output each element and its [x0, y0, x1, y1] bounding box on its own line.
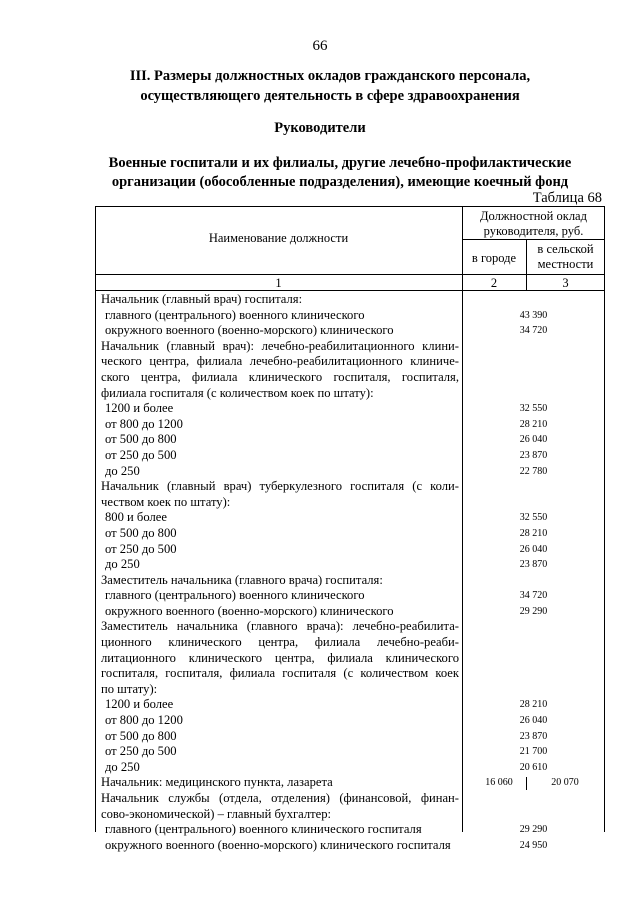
row-position-text: 1200 и более — [105, 697, 174, 712]
row-position-text: Начальник (главный врач) госпиталя: — [101, 292, 303, 306]
row-value: 28 210 — [519, 699, 548, 711]
row-position-text: сово-экономической) – главный бухгалтер: — [101, 806, 332, 821]
table-row — [95, 635, 605, 651]
row-position-text: Заместитель начальника (главного врача) госпиталя: — [101, 572, 383, 587]
row-position-text: ционного клинического центра, филиала лечебно-реаби- — [101, 635, 459, 650]
header-salary: Должностной оклад руководителя, руб. — [480, 209, 587, 238]
row-position-text: от 250 до 500 — [105, 541, 177, 556]
table-row — [95, 557, 605, 573]
row-value: 22 780 — [519, 465, 548, 477]
table-label: Таблица 68 — [532, 190, 602, 206]
row-value: 29 290 — [519, 824, 548, 836]
row-position-text: Начальник (главный врач): лечебно-реабилитационного клини- — [101, 338, 459, 353]
table-row — [95, 619, 605, 635]
row-position-text: от 500 до 800 — [105, 728, 177, 743]
table-row — [95, 807, 605, 823]
row-position-text: 1200 и более — [105, 401, 174, 416]
row-position-text: от 250 до 500 — [105, 744, 177, 759]
table-row — [95, 448, 605, 464]
table-row — [95, 588, 605, 604]
table-row — [95, 542, 605, 558]
row-position-text: до 250 — [105, 759, 140, 774]
row-position-text: главного (центрального) военного клинического — [105, 307, 365, 322]
row-value-divider — [526, 777, 527, 790]
row-value-rural: 20 070 — [551, 777, 579, 789]
header-split-line — [462, 239, 605, 240]
row-value: 32 550 — [519, 512, 548, 524]
row-position-text: от 250 до 500 — [105, 447, 177, 462]
table-row — [95, 651, 605, 667]
table-row — [95, 526, 605, 542]
row-position-text: от 500 до 800 — [105, 525, 177, 540]
row-position-text: окружного военного (военно-морского) клинического — [105, 323, 394, 338]
row-position-text: Заместитель начальника (главного врача): лечебно-реабилита- — [101, 619, 459, 634]
row-position-text: от 800 до 1200 — [105, 416, 183, 431]
table-row — [95, 432, 605, 448]
table-row — [95, 308, 605, 324]
subheading: Руководители — [274, 120, 366, 136]
row-value: 26 040 — [519, 434, 548, 446]
table-row — [95, 729, 605, 745]
table-row — [95, 292, 605, 308]
table-row — [95, 822, 605, 838]
row-position-text: ского центра, филиала клинического госпиталя, госпиталя, — [101, 369, 459, 384]
table-row — [95, 682, 605, 698]
table-row — [95, 775, 605, 791]
table-row — [95, 323, 605, 339]
row-position-text: 800 и более — [105, 510, 167, 525]
header-rural: в сельской местности — [537, 242, 594, 271]
row-value: 23 870 — [519, 730, 548, 742]
row-position-text: главного (центрального) военного клинического — [105, 588, 365, 603]
table-row — [95, 791, 605, 807]
table-row — [95, 370, 605, 386]
row-position-text: от 500 до 800 — [105, 432, 177, 447]
table-row — [95, 838, 605, 854]
table-row — [95, 573, 605, 589]
page-number: 66 — [312, 38, 328, 54]
column-number-1: 1 — [275, 276, 282, 290]
row-position-text: главного (центрального) военного клинического госпиталя — [105, 822, 422, 837]
row-position-text: ческого центра, филиала лечебно-реабилитационного клиниче- — [101, 354, 459, 369]
row-position-text: госпиталя, госпиталя, филиала госпиталя (с количеством коек — [101, 666, 459, 681]
table-row — [95, 666, 605, 682]
table-top-border — [95, 206, 605, 207]
row-value: 26 040 — [519, 715, 548, 727]
table-row — [95, 401, 605, 417]
table-body — [95, 292, 605, 853]
table-row — [95, 479, 605, 495]
row-value: 34 720 — [519, 590, 548, 602]
row-value: 32 550 — [519, 403, 548, 415]
table-row — [95, 339, 605, 355]
row-value-city: 16 060 — [485, 777, 513, 789]
table-row — [95, 386, 605, 402]
row-value: 24 950 — [519, 839, 548, 851]
organization-title: Военные госпитали и их филиалы, другие лечебно-профилактические организации (обособленные подразделения), имеющие коечный фонд — [108, 155, 572, 190]
row-position-text: до 250 — [105, 463, 140, 478]
row-position-text: чеством коек по штату): — [101, 494, 231, 509]
row-position-text: Начальник: медицинского пункта, лазарета — [101, 775, 333, 790]
table-row — [95, 510, 605, 526]
row-value: 29 290 — [519, 605, 548, 617]
row-position-text: от 800 до 1200 — [105, 713, 183, 728]
row-value: 21 700 — [519, 746, 548, 758]
header-bottom-line — [95, 274, 605, 275]
row-value: 20 610 — [519, 761, 548, 773]
table-row — [95, 417, 605, 433]
table-row — [95, 604, 605, 620]
column-number-2: 2 — [490, 276, 498, 290]
row-value: 26 040 — [519, 543, 548, 555]
salary-table — [95, 206, 605, 852]
row-position-text: окружного военного (военно-морского) клинического госпиталя — [105, 837, 451, 852]
row-position-text: окружного военного (военно-морского) клинического — [105, 603, 394, 618]
row-position-text: до 250 — [105, 557, 140, 572]
row-value: 34 720 — [519, 325, 548, 337]
header-position-name: Наименование должности — [208, 231, 349, 245]
section-title: III. Размеры должностных окладов гражданского персонала, осуществляющего деятельность в сфере здравоохранения — [129, 68, 531, 104]
table-row — [95, 760, 605, 776]
row-position-text: филиала госпиталя (с количеством коек по штату): — [101, 385, 374, 400]
header-city: в городе — [471, 251, 517, 265]
row-position-text: по штату): — [101, 681, 158, 696]
row-value: 43 390 — [519, 309, 548, 321]
column-number-3: 3 — [562, 276, 569, 290]
table-row — [95, 697, 605, 713]
row-value: 28 210 — [519, 527, 548, 539]
row-position-text: литационного клинического центра, филиала клинического — [101, 650, 459, 665]
row-value: 23 870 — [519, 449, 548, 461]
row-value: 28 210 — [519, 418, 548, 430]
row-position-text: Начальник службы (отдела, отделения) (финансовой, финан- — [101, 791, 459, 805]
table-row — [95, 354, 605, 370]
table-row — [95, 744, 605, 760]
table-row — [95, 713, 605, 729]
row-position-text: Начальник (главный врач) туберкулезного госпиталя (с коли- — [101, 479, 459, 494]
table-row — [95, 464, 605, 480]
row-value: 23 870 — [519, 559, 548, 571]
table-row — [95, 495, 605, 511]
